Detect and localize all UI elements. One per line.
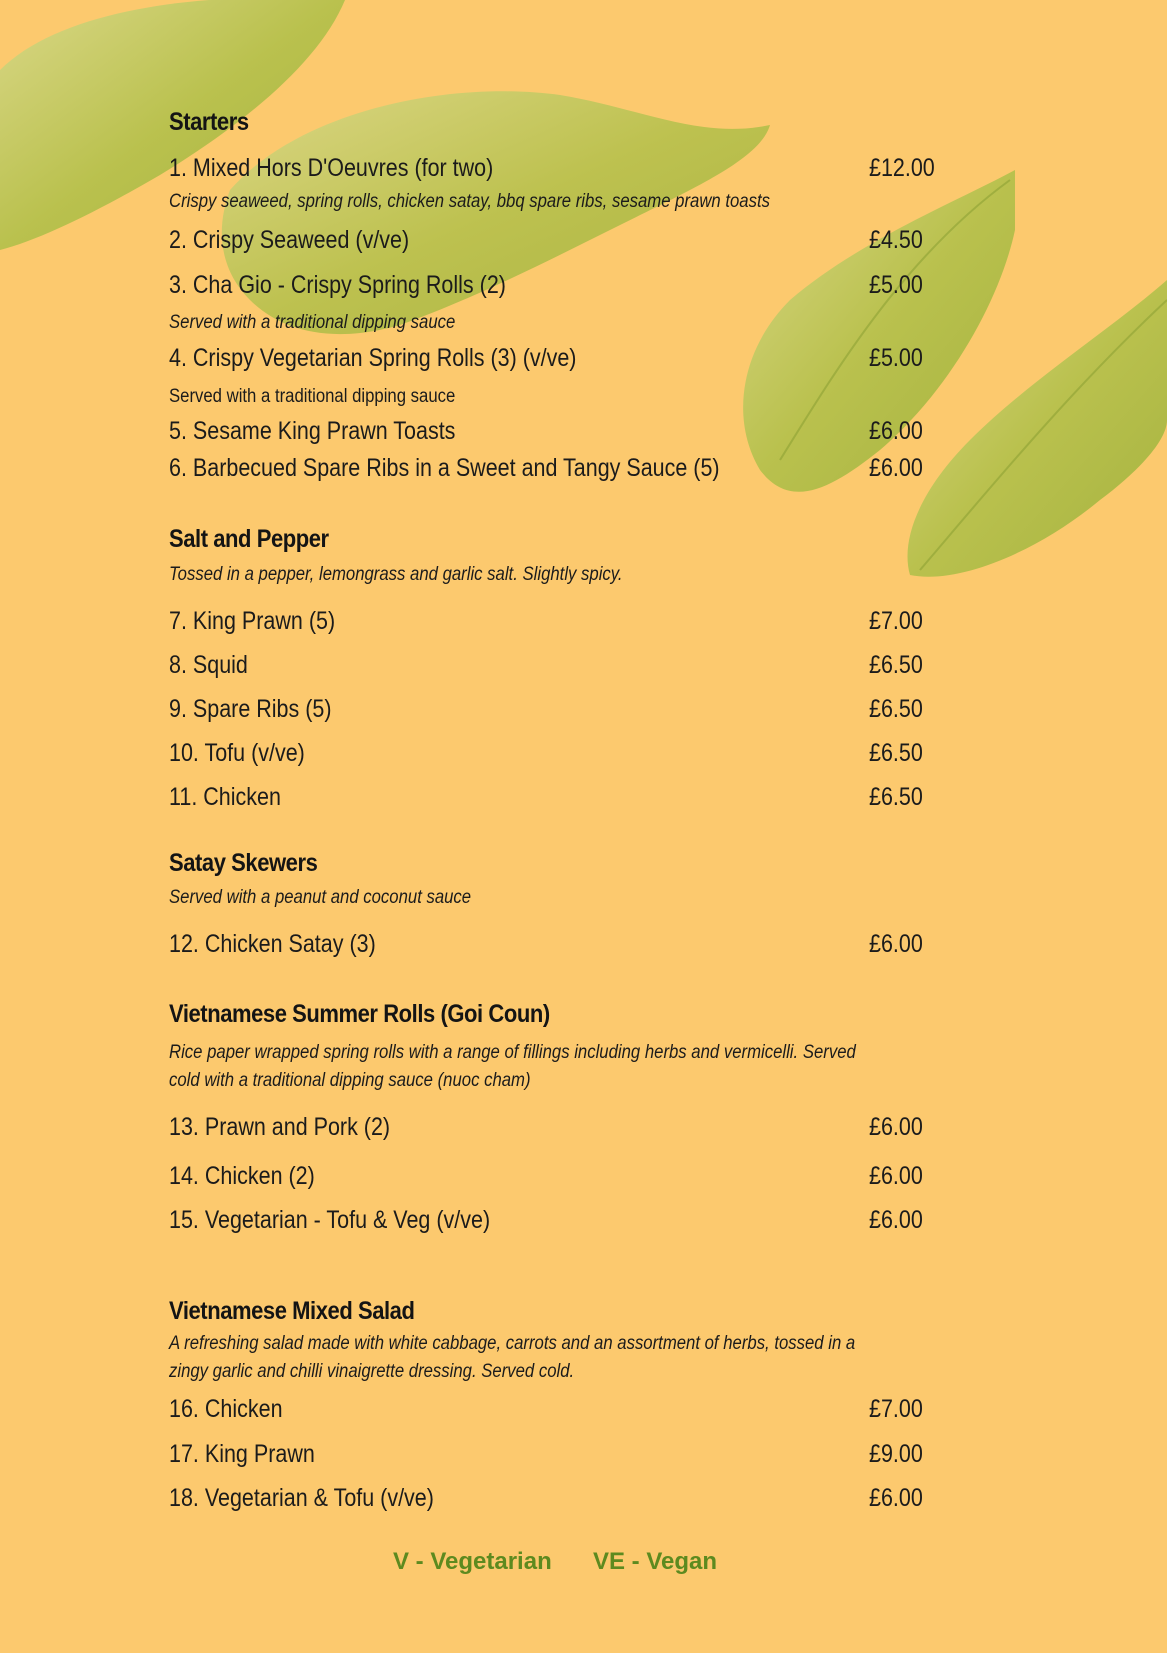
section-title-summer-rolls: Vietnamese Summer Rolls (Goi Coun) <box>169 1000 550 1028</box>
menu-item-price: £6.00 <box>869 1162 923 1190</box>
section-description: Served with a peanut and coconut sauce <box>169 887 472 908</box>
menu-item-name: 8. Squid <box>169 651 248 679</box>
menu-item-price: £6.00 <box>869 1206 923 1234</box>
section-title-starters: Starters <box>169 108 249 136</box>
menu-item-name: 2. Crispy Seaweed (v/ve) <box>169 226 410 254</box>
menu-item-price: £6.50 <box>869 651 923 679</box>
menu-item-name: 15. Vegetarian - Tofu & Veg (v/ve) <box>169 1206 491 1234</box>
menu-item-name: 10. Tofu (v/ve) <box>169 739 305 767</box>
menu-item-price: £6.50 <box>869 739 923 767</box>
menu-item-price: £6.00 <box>869 454 923 482</box>
item-description: Served with a traditional dipping sauce <box>169 386 456 407</box>
section-title-mixed-salad: Vietnamese Mixed Salad <box>169 1297 415 1325</box>
menu-item-name: 12. Chicken Satay (3) <box>169 930 376 958</box>
menu-item-price: £6.50 <box>869 783 923 811</box>
menu-item-price: £7.00 <box>869 1395 923 1423</box>
section-title-satay-skewers: Satay Skewers <box>169 849 318 877</box>
menu-item-price: £6.50 <box>869 695 923 723</box>
menu-item-price: £6.00 <box>869 930 923 958</box>
menu-item-name: 18. Vegetarian & Tofu (v/ve) <box>169 1484 434 1512</box>
menu-item-name: 14. Chicken (2) <box>169 1162 315 1190</box>
menu-item-price: £6.00 <box>869 1484 923 1512</box>
menu-item-name: 4. Crispy Vegetarian Spring Rolls (3) (v/ve) <box>169 344 577 372</box>
section-title-salt-and-pepper: Salt and Pepper <box>169 525 329 553</box>
section-description: Rice paper wrapped spring rolls with a range of fillings including herbs and vermicelli. Served cold with a traditional dipping sauce (nuoc cham) <box>169 1042 856 1091</box>
menu-item-name: 6. Barbecued Spare Ribs in a Sweet and Tangy Sauce (5) <box>169 454 720 482</box>
menu-item-name: 5. Sesame King Prawn Toasts <box>169 417 456 445</box>
menu-item-price: £5.00 <box>869 344 923 372</box>
menu-item-name: 16. Chicken <box>169 1395 283 1423</box>
item-description: Crispy seaweed, spring rolls, chicken satay, bbq spare ribs, sesame prawn toasts <box>169 191 770 212</box>
section-description: Tossed in a pepper, lemongrass and garlic salt. Slightly spicy. <box>169 564 623 585</box>
menu-item-price: £5.00 <box>869 271 923 299</box>
menu-item-price: £7.00 <box>869 607 923 635</box>
menu-item-name: 17. King Prawn <box>169 1440 315 1468</box>
menu-item-name: 9. Spare Ribs (5) <box>169 695 332 723</box>
section-description: A refreshing salad made with white cabbage, carrots and an assortment of herbs, tossed in a zingy garlic and chilli vinaigrette dressing. Served cold. <box>169 1333 856 1382</box>
menu-item-price: £4.50 <box>869 226 923 254</box>
menu-item-name: 3. Cha Gio - Crispy Spring Rolls (2) <box>169 271 506 299</box>
legend-vegan: VE - Vegan <box>593 1548 718 1575</box>
menu-item-price: £12.00 <box>869 154 935 182</box>
legend-vegetarian: V - Vegetarian <box>393 1548 552 1575</box>
menu-item-name: 13. Prawn and Pork (2) <box>169 1113 391 1141</box>
menu-item-price: £6.00 <box>869 417 923 445</box>
menu-item-name: 1. Mixed Hors D'Oeuvres (for two) <box>169 154 494 182</box>
menu-item-price: £6.00 <box>869 1113 923 1141</box>
item-description: Served with a traditional dipping sauce <box>169 312 456 333</box>
menu-item-name: 11. Chicken <box>169 783 281 811</box>
menu-item-name: 7. King Prawn (5) <box>169 607 336 635</box>
menu-item-price: £9.00 <box>869 1440 923 1468</box>
